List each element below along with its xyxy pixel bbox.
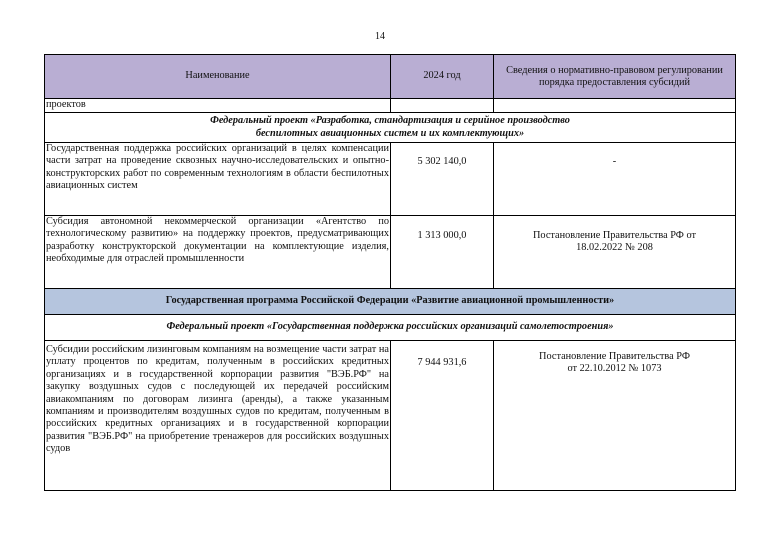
regulation-line2: от 22.10.2012 № 1073: [567, 363, 662, 375]
fp-drones-line1: Федеральный проект «Разработка, стандартизация и серийное производство: [210, 115, 570, 127]
row-amount: 7 944 931,6: [391, 341, 494, 491]
row-name: Субсидия автономной некоммерческой организации «Агентство по технологическому развитию» на поддержку проектов, предусматривающих разработку конструкторской документации на комплектующие изделия, необходимые для отраслей промышленности: [45, 216, 391, 289]
row-regulation: -: [494, 143, 736, 216]
regulation-line1: Постановление Правительства РФ от: [532, 230, 696, 241]
empty-cell: [494, 99, 736, 113]
subsidies-table: [44, 54, 736, 491]
row-amount: 5 302 140,0: [391, 143, 494, 216]
empty-cell: [391, 99, 494, 113]
regulation-line1: Постановление Правительства РФ: [539, 351, 690, 362]
continuation-cell: проектов: [45, 99, 391, 113]
header-year: 2024 год: [391, 55, 494, 99]
table-row: [45, 216, 736, 289]
federal-project-drones: [45, 113, 736, 143]
table-row: [45, 143, 736, 216]
header-name: Наименование: [45, 55, 391, 99]
row-name: Государственная поддержка российских организаций в целях компенсации части затрат на проведение сквозных научно-исследовательских и опытно-конструкторских работ по современным технологиям в области беспилотных авиационных систем: [45, 143, 391, 216]
row-regulation: [494, 216, 736, 289]
state-program-aviation: Государственная программа Российской Федерации «Развитие авиационной промышленности»: [45, 289, 736, 315]
row-name: Субсидии российским лизинговым компаниям на возмещение части затрат на уплату процентов по кредитам, полученным в российских кредитных организациях и в государственной корпорации развития "ВЭБ.РФ" на закупку воздушных судов с последующей их передачей российским авиакомпаниям по договорам лизинга (аренды), а также указанным компаниям и производителям воздушных судов по кредитам, полученным в российских кредитных организациях и в государственной корпорации развития "ВЭБ.РФ" на приобретение тренажеров для российских воздушных судов: [45, 341, 391, 491]
federal-project-aircraft: Федеральный проект «Государственная поддержка российских организаций самолетостроения»: [45, 315, 736, 341]
row-amount: 1 313 000,0: [391, 216, 494, 289]
state-program-row: [45, 289, 736, 315]
federal-project-row: [45, 113, 736, 143]
table-header-row: [45, 55, 736, 99]
federal-project-row: [45, 315, 736, 341]
header-regulation: Сведения о нормативно-правовом регулировании порядка предоставления субсидий: [494, 55, 736, 99]
regulation-line2: 18.02.2022 № 208: [576, 242, 653, 254]
fp-drones-line2: беспилотных авиационных систем и их комплектующих»: [255, 127, 525, 139]
row-regulation: [494, 341, 736, 491]
page-number: 14: [375, 31, 385, 42]
table-row: [45, 99, 736, 113]
table-row: [45, 341, 736, 491]
